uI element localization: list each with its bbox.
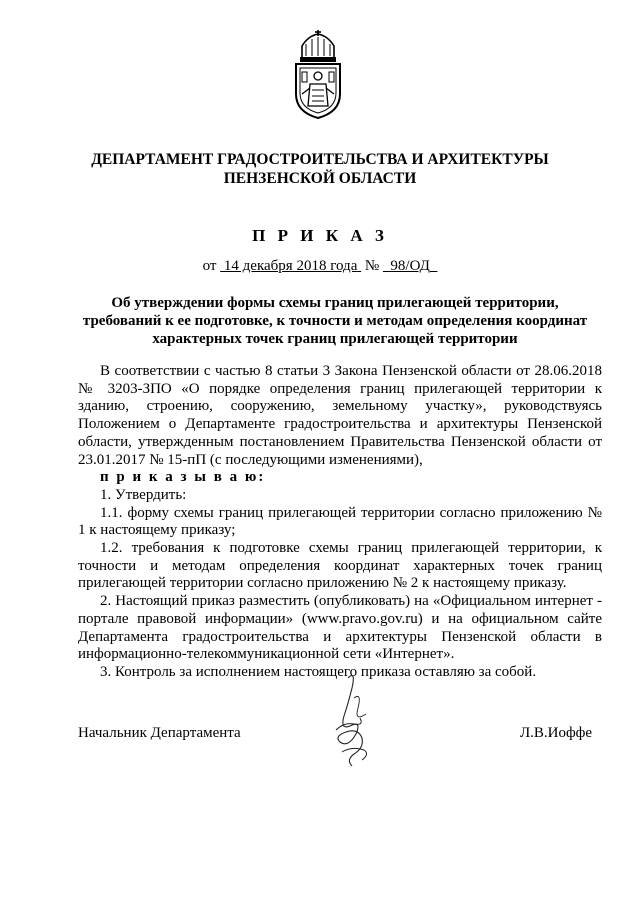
department-line-1: ДЕПАРТАМЕНТ ГРАДОСТРОИТЕЛЬСТВА И АРХИТЕКТУРЫ <box>91 151 549 168</box>
department-line-2: ПЕНЗЕНСКОЙ ОБЛАСТИ <box>223 170 417 187</box>
subject-line-2: требований к ее подготовке, к точности и методам определения координат <box>82 313 588 329</box>
signatory-name: Л.В.Иоффе <box>520 725 593 741</box>
item-1-2: 1.2. требования к подготовке схемы границ прилегающей территории, к точности и методам определения координат характерных точек границ прилегающей территории согласно приложению № 2 к настоящему приказу. <box>78 540 602 592</box>
order-body <box>78 363 602 682</box>
document-title: П Р И К А З <box>252 226 388 245</box>
order-subject <box>70 294 600 348</box>
order-date-number <box>0 257 640 275</box>
orders-word: п р и к а з ы в а ю: <box>100 469 266 486</box>
item-1-1: 1.1. форму схемы границ прилегающей территории согласно приложению № 1 к настоящему приказу; <box>78 504 602 539</box>
subject-line-3: характерных точек границ прилегающей территории <box>152 331 518 347</box>
signatory-position: Начальник Департамента <box>78 725 241 741</box>
subject-line-1: Об утверждении формы схемы границ прилегающей территории, <box>111 295 559 311</box>
item-1: 1. Утвердить: <box>100 486 187 503</box>
item-3: 3. Контроль за исполнением настоящего приказа оставляю за собой. <box>100 663 537 680</box>
department-name <box>0 150 640 188</box>
coat-of-arms-icon <box>288 28 348 122</box>
signature-image <box>318 668 388 778</box>
order-number: 98/ОД <box>390 258 430 274</box>
from-label: от <box>202 258 217 274</box>
number-label: № <box>364 258 380 274</box>
item-2: 2. Настоящий приказ разместить (опубликовать) на «Официальном интернет - портале правовой информации» (www.pravo.gov.ru) и на официальном сайте Департамента градостроительства и архитектуры Пензенской области в информационно-телекоммуникационной сети «Интернет». <box>78 593 602 663</box>
preamble-paragraph: В соответствии с частью 8 статьи 3 Закона Пензенской области от 28.06.2018 № 3203-ЗПО «О порядке определения границ прилегающей территории к зданию, строению, сооружению, земельному участку», руководствуясь Положением о Департаменте градостроительства и архитектуры Пензенской области, утвержденным постановлением Правительства Пензенской области от 23.01.2017 № 15-пП (с последующими изменениями), <box>78 363 602 468</box>
order-date: 14 декабря 2018 года <box>223 258 358 274</box>
